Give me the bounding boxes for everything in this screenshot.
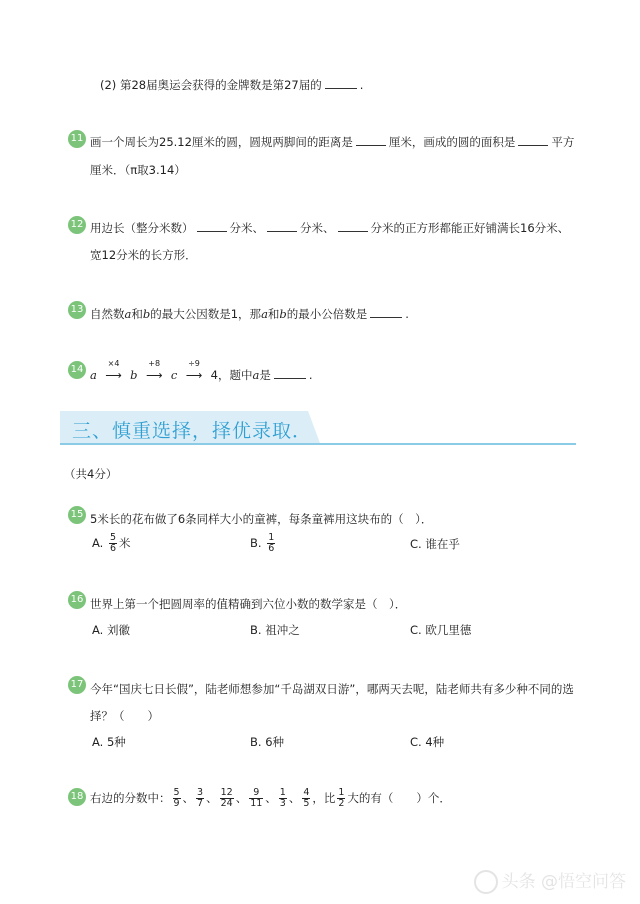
answer-blank[interactable] — [325, 77, 357, 89]
numerator: 3 — [197, 787, 204, 798]
question-16-text: 世界上第一个把圆周率的值精确到六位小数的数学家是（ ）． — [90, 597, 407, 611]
text: 大的有（ ）个． — [347, 791, 451, 805]
arrow-operation — [101, 359, 127, 382]
fraction — [196, 788, 204, 809]
operation-label: ÷9 — [188, 359, 200, 368]
variable-a: a — [124, 307, 132, 321]
text: 自然数 — [90, 307, 125, 321]
question-11-line-1 — [90, 134, 574, 150]
watermark-logo-icon — [474, 870, 498, 894]
separator: 、 — [206, 791, 218, 805]
variable-a: a — [90, 368, 97, 382]
numerator: 1 — [338, 787, 345, 798]
variable-b: b — [130, 368, 138, 382]
variable-b: b — [279, 307, 287, 321]
operation-label: ×4 — [107, 359, 120, 368]
numerator: 5 — [173, 787, 180, 798]
text: 和 — [267, 307, 280, 321]
question-number-badge: 11 — [68, 130, 86, 148]
question-17-line-2: 择？（ ） — [90, 709, 159, 723]
question-12-line-2: 宽12分米的长方形． — [90, 248, 197, 262]
denominator: 9 — [173, 798, 180, 809]
question-text: (2) 第28届奥运会获得的金牌数是第27届的 — [100, 78, 322, 92]
period: . — [359, 78, 364, 92]
answer-blank[interactable] — [338, 220, 368, 232]
variable-a: a — [252, 368, 260, 382]
question-number-badge: 16 — [68, 591, 86, 609]
question-number-badge: 18 — [68, 788, 86, 806]
question-number-badge: 12 — [68, 216, 86, 234]
text: 分米的正方形都能正好铺满长16分米、 — [370, 221, 570, 235]
unit: 米 — [119, 536, 131, 550]
fraction-list — [171, 787, 313, 809]
right-arrow-icon: ⟶ — [105, 368, 122, 382]
arrow-operation — [141, 359, 167, 382]
answer-blank[interactable] — [518, 134, 548, 146]
section-title: 三、慎重选择，择优录取． — [72, 420, 313, 442]
option-b[interactable]: B. 6种 — [250, 735, 285, 749]
operation-label: +8 — [148, 359, 161, 368]
fraction — [249, 788, 263, 809]
answer-blank[interactable] — [356, 134, 386, 146]
denominator: 6 — [268, 543, 275, 554]
variable-c: c — [170, 368, 178, 382]
fraction — [109, 533, 117, 554]
right-arrow-icon: ⟶ — [185, 368, 203, 382]
answer-blank[interactable] — [267, 220, 297, 232]
option-a[interactable] — [92, 533, 131, 554]
section-score: （共4分） — [64, 467, 118, 481]
text: 分米、 — [300, 221, 335, 235]
variable-a: a — [261, 307, 268, 321]
option-c[interactable]: C. 4种 — [410, 735, 445, 749]
watermark — [474, 867, 626, 894]
text: ，比 — [312, 791, 336, 805]
denominator: 24 — [220, 798, 233, 809]
section-underline — [60, 443, 576, 445]
fraction — [267, 533, 275, 554]
fraction — [279, 788, 287, 809]
question-12-line-1 — [90, 220, 569, 236]
option-c[interactable]: C. 欧几里德 — [410, 623, 472, 637]
separator: 、 — [235, 791, 248, 805]
period: . — [405, 307, 409, 321]
result-number: 4 — [210, 368, 218, 382]
text: 的最大公因数是1，那 — [150, 307, 262, 321]
separator: 、 — [288, 791, 301, 805]
question-17-line-1: 今年“国庆七日长假”，陆老师想参加“千岛湖双日游”，哪两天去呢，陆老师共有多少种不同的选 — [90, 682, 574, 696]
question-number-badge: 14 — [68, 361, 86, 379]
denominator: 6 — [109, 543, 117, 554]
denominator: 3 — [279, 798, 286, 809]
period: . — [308, 368, 313, 382]
option-c[interactable]: C. 谁在乎 — [410, 537, 460, 551]
watermark-text: 头条 @悟空问答 — [501, 872, 626, 892]
text: 平方 — [551, 135, 575, 149]
denominator: 5 — [303, 798, 310, 809]
option-b[interactable] — [250, 533, 277, 554]
arrow-operation — [181, 359, 207, 382]
answer-blank[interactable] — [274, 367, 306, 379]
separator: 、 — [182, 791, 195, 805]
answer-blank[interactable] — [370, 306, 402, 318]
option-a[interactable]: A. 刘徽 — [92, 623, 130, 637]
text: 右边的分数中： — [90, 791, 171, 805]
fraction — [302, 788, 310, 809]
text: 和 — [131, 307, 143, 321]
option-label: A. — [92, 536, 104, 550]
text: 画一个周长为25.12厘米的圆，圆规两脚间的距离是 — [90, 135, 353, 149]
numerator: 12 — [220, 787, 233, 798]
question-14-text — [90, 359, 313, 383]
text: 用边长（整分米数） — [90, 221, 194, 235]
question-number-badge: 13 — [68, 301, 86, 319]
question-15-text: 5米长的花布做了6条同样大小的童裤，每条童裤用这块布的（ ）． — [90, 512, 433, 526]
text: ，题中 — [217, 368, 253, 382]
variable-b: b — [142, 307, 151, 321]
denominator: 7 — [197, 798, 204, 809]
numerator: 4 — [303, 787, 310, 798]
option-b[interactable]: B. 祖冲之 — [250, 623, 300, 637]
fraction — [173, 788, 181, 809]
numerator: 5 — [109, 532, 117, 543]
question-18-text — [90, 788, 451, 809]
numerator: 1 — [268, 532, 275, 543]
option-a[interactable]: A. 5种 — [92, 735, 126, 749]
separator: 、 — [265, 791, 277, 805]
numerator: 9 — [249, 788, 263, 799]
answer-blank[interactable] — [197, 220, 227, 232]
question-number-badge: 15 — [68, 506, 86, 524]
text: 厘米，画成的圆的面积是 — [388, 135, 516, 149]
denominator: 2 — [338, 798, 345, 809]
text: 的最小公倍数是 — [286, 307, 368, 321]
question-number-badge: 17 — [68, 676, 86, 694]
section-header — [60, 411, 576, 445]
text: 是 — [259, 368, 271, 382]
question-13-text — [90, 306, 409, 322]
question-11-line-2: 厘米．（π取3.14） — [90, 163, 186, 177]
numerator: 1 — [279, 787, 286, 798]
denominator: 11 — [250, 798, 263, 809]
question-part-2 — [100, 77, 363, 93]
text: 分米、 — [229, 221, 264, 235]
option-label: B. — [250, 536, 262, 550]
fraction-one-half — [337, 788, 345, 809]
right-arrow-icon: ⟶ — [145, 368, 163, 382]
fraction — [220, 788, 234, 809]
